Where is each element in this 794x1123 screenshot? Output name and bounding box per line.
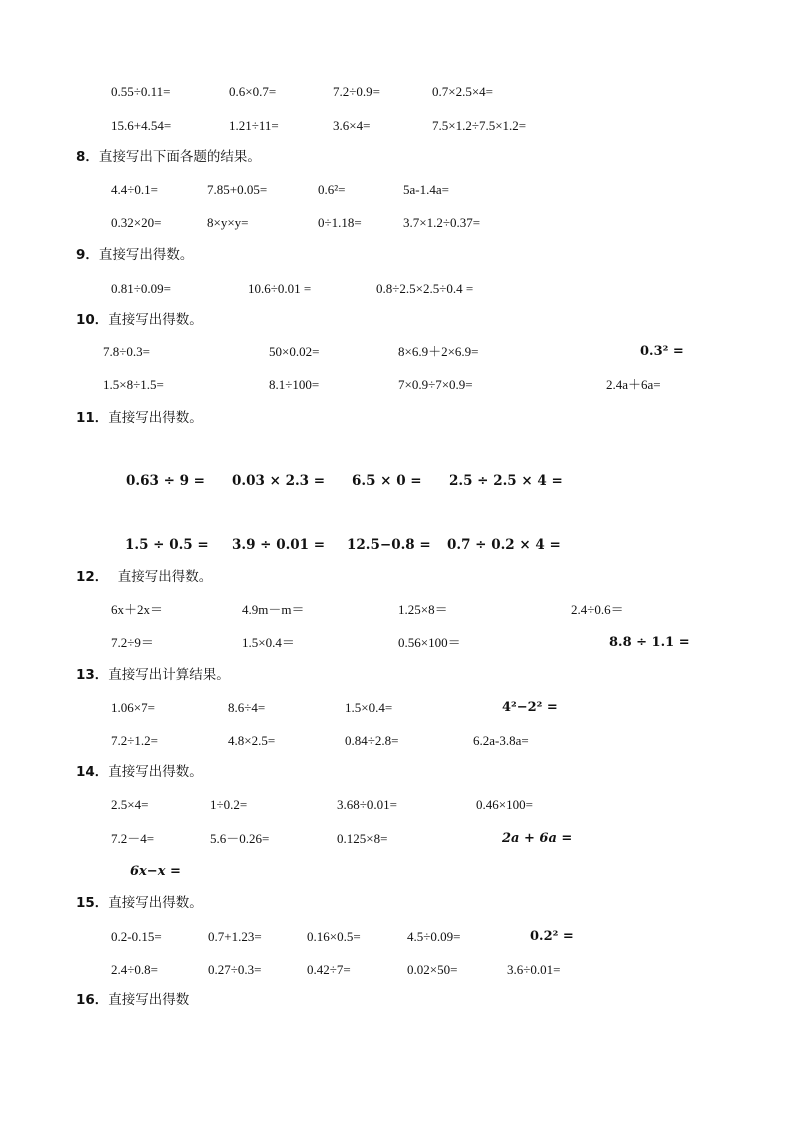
problem: 12.5−0.8 = [347,537,431,553]
question-heading: 9．直接写出得数。 [76,247,194,263]
problem: 1.25×8＝ [398,602,448,617]
problem: 15.6+4.54= [111,118,172,133]
problem: 6x＋2x＝ [111,602,164,617]
question-title: 直接写出得数。 [108,410,203,426]
problem: 2.4÷0.6＝ [571,602,624,617]
problem: 1.5 ÷ 0.5 = [125,537,209,553]
problem: 10.6÷0.01 = [248,281,312,296]
problem: 0÷1.18= [318,215,362,230]
problem: 0.84÷2.8= [345,733,399,748]
question-heading: 14．直接写出得数。 [76,764,203,780]
problem: 4.8×2.5= [228,733,276,748]
problem: 3.68÷0.01= [337,797,397,812]
problem: 3.9 ÷ 0.01 = [232,537,326,553]
question-title: 直接写出得数。 [108,895,203,911]
problem: 6x−x = [130,864,181,879]
problem: 8×6.9＋2×6.9= [398,344,479,359]
problem: 6.2a-3.8a= [473,733,529,748]
problem: 0.7+1.23= [208,929,262,944]
question-number: 11 [76,410,95,426]
problem: 2a + 6a = [502,831,573,846]
problem: 7.2÷0.9= [333,84,380,99]
problem: 8.8 ÷ 1.1 = [609,635,690,650]
question-number: 14 [76,764,95,780]
question-number: 15 [76,895,95,911]
problem: 8.1÷100= [269,377,320,392]
problem: 7.2÷9＝ [111,635,154,650]
problem: 50×0.02= [269,344,320,359]
problem: 3.6×4= [333,118,371,133]
question-number: 10 [76,312,95,328]
question-title: 直接写出得数。 [117,569,213,585]
problem: 4.5÷0.09= [407,929,461,944]
problem: 7.2－4= [111,831,155,846]
problem: 4²−2² = [502,700,558,715]
problem: 5a-1.4a= [403,182,449,197]
question-heading: 16．直接写出得数 [76,992,190,1008]
problem: 1÷0.2= [210,797,248,812]
problem: 0.125×8= [337,831,388,846]
problem: 0.6²= [318,182,346,197]
problem: 0.56×100＝ [398,635,461,650]
problem: 0.42÷7= [307,962,351,977]
problem: 1.5×0.4＝ [242,635,295,650]
problem: 8×y×y= [207,215,249,230]
problem: 5.6－0.26= [210,831,270,846]
problem: 4.9m－m＝ [242,602,305,617]
problem: 0.27÷0.3= [208,962,262,977]
problem: 0.6×0.7= [229,84,277,99]
problem: 8.6÷4= [228,700,266,715]
problem: 1.21÷11= [229,118,279,133]
problem: 7×0.9÷7×0.9= [398,377,473,392]
question-heading: 13．直接写出计算结果。 [76,667,230,683]
question-title: 直接写出得数。 [108,764,203,780]
question-title: 直接写出得数。 [108,312,203,328]
problem: 2.4a＋6a= [606,377,661,392]
problem: 0.03 × 2.3 = [232,473,326,489]
problem: 0.46×100= [476,797,533,812]
problem: 1.5×8÷1.5= [103,377,164,392]
problem: 4.4÷0.1= [111,182,158,197]
problem: 2.5 ÷ 2.5 × 4 = [449,473,563,489]
problem: 0.2-0.15= [111,929,162,944]
problem: 0.8÷2.5×2.5÷0.4 = [376,281,474,296]
problem: 3.7×1.2÷0.37= [403,215,481,230]
problem: 7.2÷1.2= [111,733,158,748]
question-title: 直接写出计算结果。 [108,667,230,683]
question-heading: 15．直接写出得数。 [76,895,203,911]
question-title: 直接写出得数 [108,992,190,1008]
problem: 3.6÷0.01= [507,962,561,977]
problem: 1.06×7= [111,700,155,715]
problem: 2.5×4= [111,797,149,812]
problem: 0.7 ÷ 0.2 × 4 = [447,537,561,553]
question-heading: 8．直接写出下面各题的结果。 [76,149,261,165]
question-title: 直接写出得数。 [98,247,194,263]
question-heading: 11．直接写出得数。 [76,410,203,426]
problem: 0.32×20= [111,215,162,230]
question-number: 8 [76,149,86,165]
problem: 1.5×0.4= [345,700,393,715]
question-number: 12 [76,569,95,585]
question-number: 9 [76,247,86,263]
problem: 0.02×50= [407,962,458,977]
problem: 6.5 × 0 = [352,473,422,489]
problem: 0.3² = [640,344,684,359]
question-heading: 12． 直接写出得数。 [76,569,213,585]
problem: 0.7×2.5×4= [432,84,493,99]
problem: 0.2² = [530,929,574,944]
question-number: 16 [76,992,95,1008]
problem: 7.85+0.05= [207,182,268,197]
question-title: 直接写出下面各题的结果。 [98,149,261,165]
problem: 0.16×0.5= [307,929,361,944]
question-number: 13 [76,667,95,683]
problem: 2.4÷0.8= [111,962,158,977]
problem: 0.55÷0.11= [111,84,171,99]
problem: 0.63 ÷ 9 = [126,473,205,489]
problem: 0.81÷0.09= [111,281,171,296]
problem: 7.8÷0.3= [103,344,150,359]
question-heading: 10．直接写出得数。 [76,312,203,328]
problem: 7.5×1.2÷7.5×1.2= [432,118,527,133]
